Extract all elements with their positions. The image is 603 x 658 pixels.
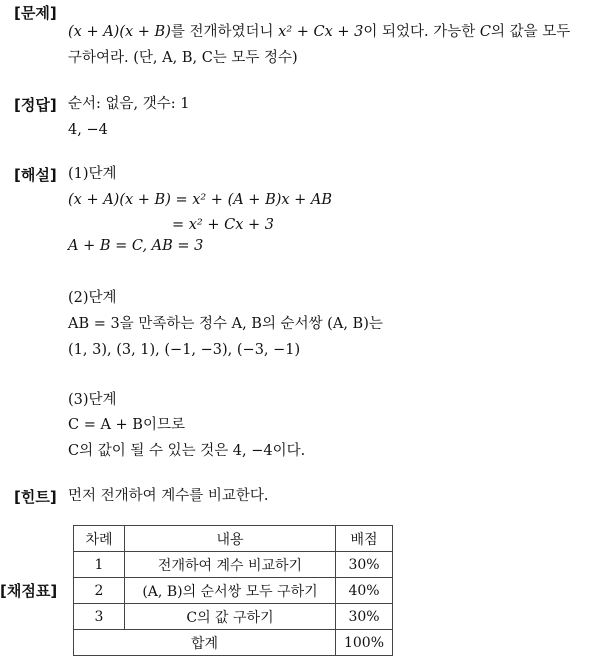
problem-line-1 [68, 22, 570, 42]
hint-text: 먼저 전개하여 계수를 비교한다. [68, 488, 269, 504]
problem-line-2: 구하여라. (단, A, B, C는 모두 정수) [68, 50, 298, 66]
problem-text-c: 의 값을 모두 [490, 24, 571, 40]
step3-line-2: C의 값이 될 수 있는 것은 4, −4이다. [68, 443, 306, 459]
row-score: 30% [336, 604, 393, 630]
problem-variable-c: C [479, 24, 491, 40]
answer-line-1: 순서: 없음, 갯수: 1 [68, 96, 190, 112]
answer-label: [정답] [14, 96, 57, 114]
table-row [74, 578, 393, 604]
answer-values: 4, −4 [68, 122, 108, 138]
row-order: 2 [74, 578, 125, 604]
step1-equation-1: (x + A)(x + B) = x² + (A + B)x + AB [68, 192, 333, 208]
row-content: 전개하여 계수 비교하기 [125, 552, 336, 578]
problem-text-b: 이 되었다. 가능한 [363, 24, 476, 40]
step2-line-1: AB = 3을 만족하는 정수 A, B의 순서쌍 (A, B)는 [68, 316, 383, 332]
table-row [74, 604, 393, 630]
problem-expression: (x + A)(x + B) [68, 24, 171, 40]
header-order: 차례 [74, 526, 125, 552]
step1-equation-2: = x² + Cx + 3 [172, 217, 274, 233]
row-content: C의 값 구하기 [125, 604, 336, 630]
solution-label: [해설] [14, 166, 57, 184]
row-content: (A, B)의 순서쌍 모두 구하기 [125, 578, 336, 604]
table-row [74, 552, 393, 578]
step1-equation-3: A + B = C, AB = 3 [68, 238, 204, 254]
grading-table [73, 525, 393, 656]
grading-label: [채점표] [0, 582, 58, 600]
row-score: 30% [336, 552, 393, 578]
row-score: 40% [336, 578, 393, 604]
grading-total-row [74, 630, 393, 656]
total-score: 100% [336, 630, 393, 656]
step3-title: (3)단계 [68, 392, 117, 408]
problem-expression-2: x² + Cx + 3 [278, 24, 364, 40]
header-content: 내용 [125, 526, 336, 552]
step3-line-1: C = A + B이므로 [68, 417, 185, 433]
hint-label: [힌트] [14, 488, 57, 506]
grading-header-row [74, 526, 393, 552]
total-label: 합계 [74, 630, 336, 656]
problem-label: [문제] [14, 4, 57, 22]
header-score: 배점 [336, 526, 393, 552]
row-order: 1 [74, 552, 125, 578]
problem-text-a: 를 전개하였더니 [170, 24, 274, 40]
step1-title: (1)단계 [68, 166, 117, 182]
step2-line-2: (1, 3), (3, 1), (−1, −3), (−3, −1) [68, 342, 301, 358]
step2-title: (2)단계 [68, 290, 117, 306]
row-order: 3 [74, 604, 125, 630]
